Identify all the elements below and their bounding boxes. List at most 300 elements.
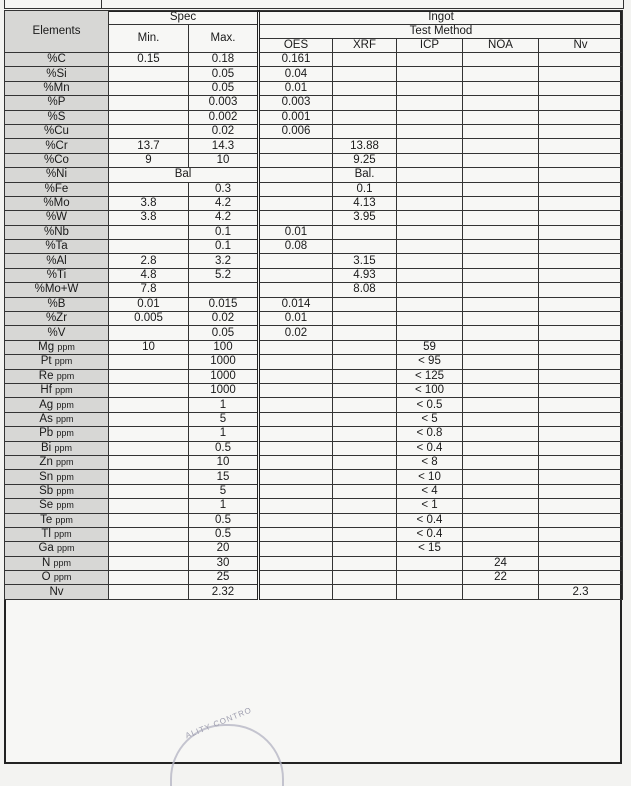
element-cell — [5, 139, 109, 153]
spec-min: 4.8 — [109, 268, 189, 282]
icp-value — [397, 67, 463, 81]
element-symbol: Ga — [38, 542, 54, 555]
xrf-value — [333, 571, 397, 585]
nv-value — [539, 369, 623, 383]
noa-value — [463, 153, 539, 167]
spec-max: 0.5 — [189, 441, 259, 455]
spec-max: 10 — [189, 153, 259, 167]
icp-value — [397, 297, 463, 311]
element-symbol: Nv — [49, 585, 64, 598]
table-row — [5, 211, 623, 225]
element-cell — [5, 470, 109, 484]
element-cell — [5, 499, 109, 513]
spec-min — [109, 67, 189, 81]
noa-value — [463, 585, 539, 599]
oes-value — [259, 268, 333, 282]
oes-value — [259, 412, 333, 426]
table-row — [5, 398, 623, 412]
icp-value: < 0.8 — [397, 427, 463, 441]
table-row — [5, 340, 623, 354]
xrf-value: Bal. — [333, 168, 397, 182]
table-row — [5, 542, 623, 556]
noa-value — [463, 326, 539, 340]
oes-value: 0.006 — [259, 124, 333, 138]
element-symbol: Tl — [41, 528, 51, 541]
spec-min — [109, 542, 189, 556]
element-symbol: N — [41, 556, 51, 569]
xrf-value — [333, 484, 397, 498]
icp-value: < 1 — [397, 499, 463, 513]
element-cell — [5, 398, 109, 412]
icp-value — [397, 182, 463, 196]
nv-value — [539, 124, 623, 138]
element-symbol: %C — [47, 53, 66, 66]
element-cell — [5, 571, 109, 585]
spec-min — [109, 96, 189, 110]
nv-value — [539, 96, 623, 110]
element-cell — [5, 383, 109, 397]
header-icp: ICP — [397, 39, 463, 53]
xrf-value — [333, 225, 397, 239]
element-symbol: As — [39, 412, 53, 425]
spec-min — [109, 355, 189, 369]
table-row — [5, 297, 623, 311]
element-symbol: %S — [47, 110, 66, 123]
element-unit: ppm — [57, 342, 75, 352]
oes-value: 0.014 — [259, 297, 333, 311]
table-row — [5, 283, 623, 297]
element-cell — [5, 124, 109, 138]
element-cell — [5, 297, 109, 311]
xrf-value: 13.88 — [333, 139, 397, 153]
table-row — [5, 326, 623, 340]
table-row — [5, 527, 623, 541]
spec-min: 3.8 — [109, 211, 189, 225]
spec-min — [109, 182, 189, 196]
spec-min — [109, 455, 189, 469]
element-symbol: Sb — [39, 484, 54, 497]
spec-min — [109, 484, 189, 498]
icp-value — [397, 96, 463, 110]
noa-value — [463, 312, 539, 326]
nv-value — [539, 67, 623, 81]
element-cell — [5, 585, 109, 599]
table-row — [5, 355, 623, 369]
oes-value: 0.01 — [259, 225, 333, 239]
spec-max: 14.3 — [189, 139, 259, 153]
element-cell — [5, 240, 109, 254]
spec-balance: Bal — [109, 168, 259, 182]
noa-value — [463, 211, 539, 225]
header-elements: Elements — [5, 11, 109, 53]
spec-min: 0.15 — [109, 53, 189, 67]
element-symbol: %Mn — [43, 81, 70, 94]
nv-value — [539, 268, 623, 282]
spec-max: 4.2 — [189, 196, 259, 210]
icp-value: < 125 — [397, 369, 463, 383]
table-row — [5, 96, 623, 110]
spec-max: 25 — [189, 571, 259, 585]
noa-value: 22 — [463, 571, 539, 585]
element-symbol: %Fe — [44, 182, 69, 195]
oes-value — [259, 571, 333, 585]
noa-value — [463, 470, 539, 484]
spec-min — [109, 383, 189, 397]
noa-value — [463, 513, 539, 527]
xrf-value — [333, 240, 397, 254]
table-row — [5, 455, 623, 469]
oes-value: 0.001 — [259, 110, 333, 124]
icp-value — [397, 571, 463, 585]
spec-max: 0.015 — [189, 297, 259, 311]
spec-max: 0.5 — [189, 513, 259, 527]
xrf-value: 4.13 — [333, 196, 397, 210]
oes-value — [259, 383, 333, 397]
nv-value — [539, 527, 623, 541]
oes-value — [259, 556, 333, 570]
element-cell — [5, 441, 109, 455]
spec-max: 0.1 — [189, 240, 259, 254]
spec-max: 30 — [189, 556, 259, 570]
nv-value — [539, 168, 623, 182]
nv-value — [539, 499, 623, 513]
element-symbol: Pb — [39, 427, 54, 440]
nv-value — [539, 254, 623, 268]
xrf-value — [333, 53, 397, 67]
spec-min — [109, 398, 189, 412]
noa-value — [463, 240, 539, 254]
spec-max: 0.05 — [189, 326, 259, 340]
icp-value — [397, 254, 463, 268]
spec-min: 9 — [109, 153, 189, 167]
element-cell — [5, 326, 109, 340]
table-row — [5, 81, 623, 95]
noa-value — [463, 110, 539, 124]
header-oes: OES — [259, 39, 333, 53]
nv-value — [539, 355, 623, 369]
oes-value — [259, 427, 333, 441]
oes-value — [259, 254, 333, 268]
element-cell — [5, 412, 109, 426]
noa-value — [463, 499, 539, 513]
icp-value — [397, 211, 463, 225]
element-cell — [5, 254, 109, 268]
icp-value — [397, 196, 463, 210]
element-symbol: Zn — [39, 456, 53, 469]
spec-min — [109, 527, 189, 541]
element-symbol: %Zr — [45, 312, 68, 325]
spec-max: 0.18 — [189, 53, 259, 67]
noa-value — [463, 427, 539, 441]
element-symbol: %B — [47, 297, 66, 310]
spec-min — [109, 326, 189, 340]
header-max: Max. — [189, 25, 259, 53]
element-cell — [5, 53, 109, 67]
spec-max: 100 — [189, 340, 259, 354]
xrf-value — [333, 110, 397, 124]
xrf-value — [333, 124, 397, 138]
element-unit: ppm — [56, 370, 75, 381]
table-row — [5, 484, 623, 498]
icp-value — [397, 53, 463, 67]
header-nv: Nv — [539, 39, 623, 53]
element-symbol: Hf — [40, 384, 52, 397]
noa-value — [463, 124, 539, 138]
spec-min — [109, 571, 189, 585]
element-unit: ppm — [56, 485, 74, 496]
xrf-value: 3.15 — [333, 254, 397, 268]
icp-value: < 10 — [397, 470, 463, 484]
element-unit: ppm — [55, 514, 73, 525]
icp-value: < 5 — [397, 412, 463, 426]
oes-value — [259, 355, 333, 369]
oes-value: 0.161 — [259, 53, 333, 67]
xrf-value — [333, 297, 397, 311]
top-strip-cell — [4, 0, 102, 9]
xrf-value — [333, 326, 397, 340]
top-strip — [0, 0, 631, 10]
spec-max: 0.003 — [189, 96, 259, 110]
icp-value — [397, 168, 463, 182]
spec-max: 1 — [189, 427, 259, 441]
icp-value — [397, 556, 463, 570]
spec-max: 1000 — [189, 355, 259, 369]
element-unit: ppm — [56, 471, 74, 482]
nv-value — [539, 427, 623, 441]
noa-value — [463, 441, 539, 455]
spec-max: 15 — [189, 470, 259, 484]
icp-value — [397, 153, 463, 167]
icp-value — [397, 585, 463, 599]
nv-value — [539, 441, 623, 455]
icp-value: < 95 — [397, 355, 463, 369]
spec-min — [109, 427, 189, 441]
spec-min: 0.01 — [109, 297, 189, 311]
noa-value — [463, 268, 539, 282]
spec-max: 20 — [189, 542, 259, 556]
xrf-value — [333, 81, 397, 95]
table-row — [5, 312, 623, 326]
element-cell — [5, 427, 109, 441]
xrf-value — [333, 369, 397, 383]
nv-value — [539, 182, 623, 196]
spec-min — [109, 81, 189, 95]
xrf-value: 9.25 — [333, 153, 397, 167]
spec-min — [109, 513, 189, 527]
element-symbol: %Co — [44, 153, 69, 166]
noa-value — [463, 53, 539, 67]
nv-value — [539, 110, 623, 124]
icp-value — [397, 326, 463, 340]
header-xrf: XRF — [333, 39, 397, 53]
table-row — [5, 427, 623, 441]
oes-value: 0.003 — [259, 96, 333, 110]
spec-max: 0.05 — [189, 67, 259, 81]
icp-value: < 8 — [397, 455, 463, 469]
icp-value — [397, 268, 463, 282]
noa-value — [463, 527, 539, 541]
table-row — [5, 571, 623, 585]
xrf-value — [333, 412, 397, 426]
noa-value — [463, 484, 539, 498]
oes-value: 0.08 — [259, 240, 333, 254]
table-row — [5, 168, 623, 182]
header-min: Min. — [109, 25, 189, 53]
xrf-value — [333, 499, 397, 513]
xrf-value — [333, 513, 397, 527]
xrf-value: 0.1 — [333, 182, 397, 196]
spec-min — [109, 369, 189, 383]
spec-min: 2.8 — [109, 254, 189, 268]
element-symbol: %Nb — [44, 225, 69, 238]
xrf-value — [333, 355, 397, 369]
xrf-value — [333, 585, 397, 599]
table-row — [5, 182, 623, 196]
table-row — [5, 254, 623, 268]
element-symbol: %Cr — [45, 139, 68, 152]
icp-value: < 0.4 — [397, 527, 463, 541]
oes-value — [259, 470, 333, 484]
element-symbol: Bi — [41, 441, 52, 454]
noa-value — [463, 369, 539, 383]
xrf-value — [333, 312, 397, 326]
spec-max: 0.05 — [189, 81, 259, 95]
element-cell — [5, 340, 109, 354]
spec-min — [109, 470, 189, 484]
element-cell — [5, 513, 109, 527]
element-unit: ppm — [54, 529, 72, 540]
icp-value — [397, 110, 463, 124]
oes-value: 0.04 — [259, 67, 333, 81]
element-cell — [5, 81, 109, 95]
spec-max: 5 — [189, 412, 259, 426]
table-row — [5, 369, 623, 383]
spec-max: 1000 — [189, 383, 259, 397]
spec-max: 4.2 — [189, 211, 259, 225]
spec-min — [109, 556, 189, 570]
xrf-value — [333, 470, 397, 484]
spec-max — [189, 283, 259, 297]
spec-min — [109, 499, 189, 513]
spec-max: 5 — [189, 484, 259, 498]
spec-max: 1 — [189, 499, 259, 513]
element-symbol: %Si — [46, 67, 67, 80]
nv-value — [539, 153, 623, 167]
noa-value — [463, 168, 539, 182]
nv-value — [539, 455, 623, 469]
element-unit: ppm — [56, 500, 74, 511]
oes-value — [259, 441, 333, 455]
noa-value: 24 — [463, 556, 539, 570]
table-row — [5, 513, 623, 527]
oes-value — [259, 499, 333, 513]
element-symbol: %Ni — [45, 168, 68, 181]
table-row — [5, 240, 623, 254]
nv-value — [539, 412, 623, 426]
element-cell — [5, 355, 109, 369]
element-symbol: %Al — [46, 254, 67, 267]
element-cell — [5, 67, 109, 81]
spec-max: 1000 — [189, 369, 259, 383]
noa-value — [463, 139, 539, 153]
spec-min — [109, 441, 189, 455]
element-cell — [5, 455, 109, 469]
element-cell — [5, 211, 109, 225]
oes-value — [259, 196, 333, 210]
element-unit: ppm — [55, 385, 73, 396]
element-symbol: Mg — [38, 341, 55, 353]
spec-min — [109, 124, 189, 138]
noa-value — [463, 96, 539, 110]
oes-value — [259, 211, 333, 225]
spec-min — [109, 585, 189, 599]
table-row — [5, 53, 623, 67]
spec-min — [109, 412, 189, 426]
header-spec: Spec — [109, 11, 259, 25]
nv-value — [539, 312, 623, 326]
oes-value: 0.02 — [259, 326, 333, 340]
element-cell — [5, 182, 109, 196]
xrf-value — [333, 383, 397, 397]
spec-min: 0.005 — [109, 312, 189, 326]
nv-value — [539, 571, 623, 585]
oes-value — [259, 139, 333, 153]
oes-value: 0.01 — [259, 81, 333, 95]
header-noa: NOA — [463, 39, 539, 53]
noa-value — [463, 196, 539, 210]
icp-value: 59 — [397, 340, 463, 354]
oes-value — [259, 340, 333, 354]
spec-max: 0.3 — [189, 182, 259, 196]
icp-value — [397, 240, 463, 254]
oes-value — [259, 398, 333, 412]
spec-min: 3.8 — [109, 196, 189, 210]
table-row — [5, 470, 623, 484]
spec-max: 0.1 — [189, 225, 259, 239]
noa-value — [463, 383, 539, 397]
element-symbol: O — [41, 571, 51, 584]
element-symbol: Pt — [40, 355, 52, 368]
spec-min — [109, 240, 189, 254]
xrf-value — [333, 96, 397, 110]
element-cell — [5, 369, 109, 383]
element-cell — [5, 283, 109, 297]
oes-value — [259, 283, 333, 297]
nv-value — [539, 340, 623, 354]
table-row — [5, 556, 623, 570]
oes-value: 0.01 — [259, 312, 333, 326]
noa-value — [463, 542, 539, 556]
nv-value — [539, 542, 623, 556]
oes-value — [259, 168, 333, 182]
element-symbol: %W — [45, 211, 68, 224]
nv-value — [539, 297, 623, 311]
xrf-value: 4.93 — [333, 268, 397, 282]
spec-min: 7.8 — [109, 283, 189, 297]
table-row — [5, 412, 623, 426]
spec-max: 3.2 — [189, 254, 259, 268]
noa-value — [463, 67, 539, 81]
table-row — [5, 225, 623, 239]
element-cell — [5, 168, 109, 182]
noa-value — [463, 412, 539, 426]
nv-value — [539, 225, 623, 239]
xrf-value: 3.95 — [333, 211, 397, 225]
header-test-method: Test Method — [259, 25, 623, 39]
xrf-value — [333, 542, 397, 556]
element-symbol: %Cu — [44, 125, 69, 138]
nv-value — [539, 398, 623, 412]
